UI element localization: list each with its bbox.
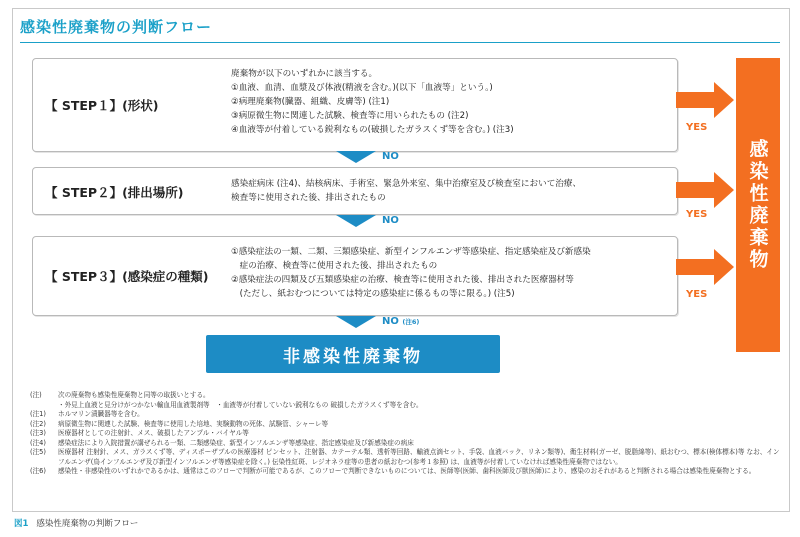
note-text: ホルマリン漬臓器等を含む。 (58, 410, 144, 418)
step-3-line: (ただし、紙おむつについては特定の感染症に係るもの等に限る。) (注5) (231, 289, 515, 299)
figure-number: 図1 (14, 519, 29, 529)
step-3-label: 【 STEP３】(感染症の種類) (45, 269, 209, 284)
step-3-line: ②感染症法の四類及び五類感染症の治療、検査等に使用された後、排出された医療器材等 (231, 275, 574, 285)
step-1-line: ①血液、血清、血漿及び体液(精液を含む。)(以下「血液等」という。) (231, 83, 493, 93)
no-note-ref: (注6) (402, 318, 420, 326)
step-1-line: ④血液等が付着している鋭利なもの(破損したガラスくず等を含む。) (注3) (231, 125, 514, 135)
caption-text: 感染性廃棄物の判断フロー (36, 519, 139, 529)
step-2-label: 【 STEP２】(排出場所) (45, 185, 184, 200)
note-key: (注3) (30, 429, 46, 437)
step-3-text (231, 245, 591, 301)
note-text: 医療器材 注射針、メス、ガラスくず等、ディスポーザブルの医療器材 ピンセット、注射器、カテーテル類、透析等回路、輸液点滴セット、手袋、血液バック、リネン類等)、衛生材料(ガーゼ、脱脂綿等)、紙おむつ、標本(検体標本)等 なお、インフルエンザ(鳥インフルエンザ及び新型インフルエンザ等感染症を除く。) 伝染性紅斑、レジオネラ症等の患者の紙おむつ(参考１参照) は、血液等が付着していなければ感染性廃棄物ではない。 (58, 448, 780, 466)
step-1-label: 【 STEP１】(形状) (45, 98, 159, 113)
note-item (30, 448, 782, 467)
figure-caption (14, 517, 138, 529)
note-key: (注5) (30, 448, 46, 456)
note-item (30, 429, 782, 439)
note-text: 感染症法により入院措置が講ぜられる一類、二類感染症、新型インフルエンザ等感染症、指定感染症及び新感染症の病床 (58, 438, 414, 447)
yes-label-1: YES (686, 122, 708, 133)
step-2-text (231, 177, 581, 205)
diagram-title: 感染性廃棄物の判断フロー (20, 18, 213, 36)
note-key: (注4) (30, 438, 46, 447)
down-arrow-2 (336, 215, 376, 227)
title-underline (20, 42, 780, 43)
yes-label-2: YES (686, 209, 708, 220)
step-2-box (32, 167, 678, 215)
no-label-3 (382, 316, 419, 327)
no-label-1: NO (382, 151, 399, 162)
note-key: (注) (30, 391, 42, 399)
step-1-box (32, 58, 678, 152)
note-key (30, 401, 58, 411)
infectious-label: 感染性廃棄物 (746, 139, 769, 271)
infectious-box (736, 58, 780, 352)
yes-arrow-1 (676, 80, 736, 120)
step-3-line: ①感染症法の一類、二類、三類感染症、新型インフルエンザ等感染症、指定感染症及び新感染 (231, 247, 591, 257)
note-item (30, 439, 782, 449)
step-3-line: 症の治療、検査等に使用された後、排出されたもの (231, 261, 438, 271)
step-1-line: ②病理廃棄物(臓器、組織、皮膚等) (注1) (231, 97, 390, 107)
down-arrow-3 (336, 316, 376, 328)
step-1-line: 廃棄物が以下のいずれかに該当する。 (231, 69, 378, 79)
note-key: (注1) (30, 410, 46, 418)
note-item (30, 410, 782, 420)
no-label-2: NO (382, 215, 399, 226)
yes-label-3: YES (686, 289, 708, 300)
step-3-box (32, 236, 678, 316)
no-text: NO (382, 316, 399, 327)
step-1-line: ③病原微生物に関連した試験、検査等に用いられたもの (注2) (231, 111, 469, 121)
note-item (30, 391, 782, 401)
note-key: (注2) (30, 419, 46, 428)
note-key: (注6) (30, 467, 46, 475)
notes (30, 391, 782, 477)
step-1-text (231, 67, 514, 137)
note-text: 感染性・非感染性のいずれかであるかは、通常はこのフローで判断が可能であるが、このフローで判断できないものについては、医師等(医師、歯科医師及び獣医師)により、感染のおそれがあると判断される場合は感染性廃棄物とする。 (58, 467, 756, 475)
step-2-line: 検査等に使用された後、排出されたもの (231, 193, 386, 203)
note-text: 病原微生物に関連した試験、検査等に使用した培地、実験動物の死体、試験管、シャーレ等 (58, 419, 329, 428)
note-item (30, 401, 782, 411)
note-text: ・外見上血液と見分けがつかない輸血用血液製剤等 ・血液等が付着していない鋭利なもの 破損したガラスくず等を含む。 (58, 400, 423, 409)
yes-arrow-2 (676, 170, 736, 210)
down-arrow-1 (336, 151, 376, 163)
yes-arrow-3 (676, 247, 736, 287)
note-text: 次の廃棄物も感染性廃棄物と同等の取扱いとする。 (58, 391, 210, 399)
note-text: 医療器材としての注射針、メス、破損したアンプル・バイヤル等 (58, 429, 249, 437)
step-2-line: 感染症病床 (注4)、結核病床、手術室、緊急外来室、集中治療室及び検査室において治療、 (231, 179, 582, 189)
non-infectious-box: 非感染性廃棄物 (206, 335, 500, 373)
note-item (30, 420, 782, 430)
note-item (30, 467, 782, 477)
